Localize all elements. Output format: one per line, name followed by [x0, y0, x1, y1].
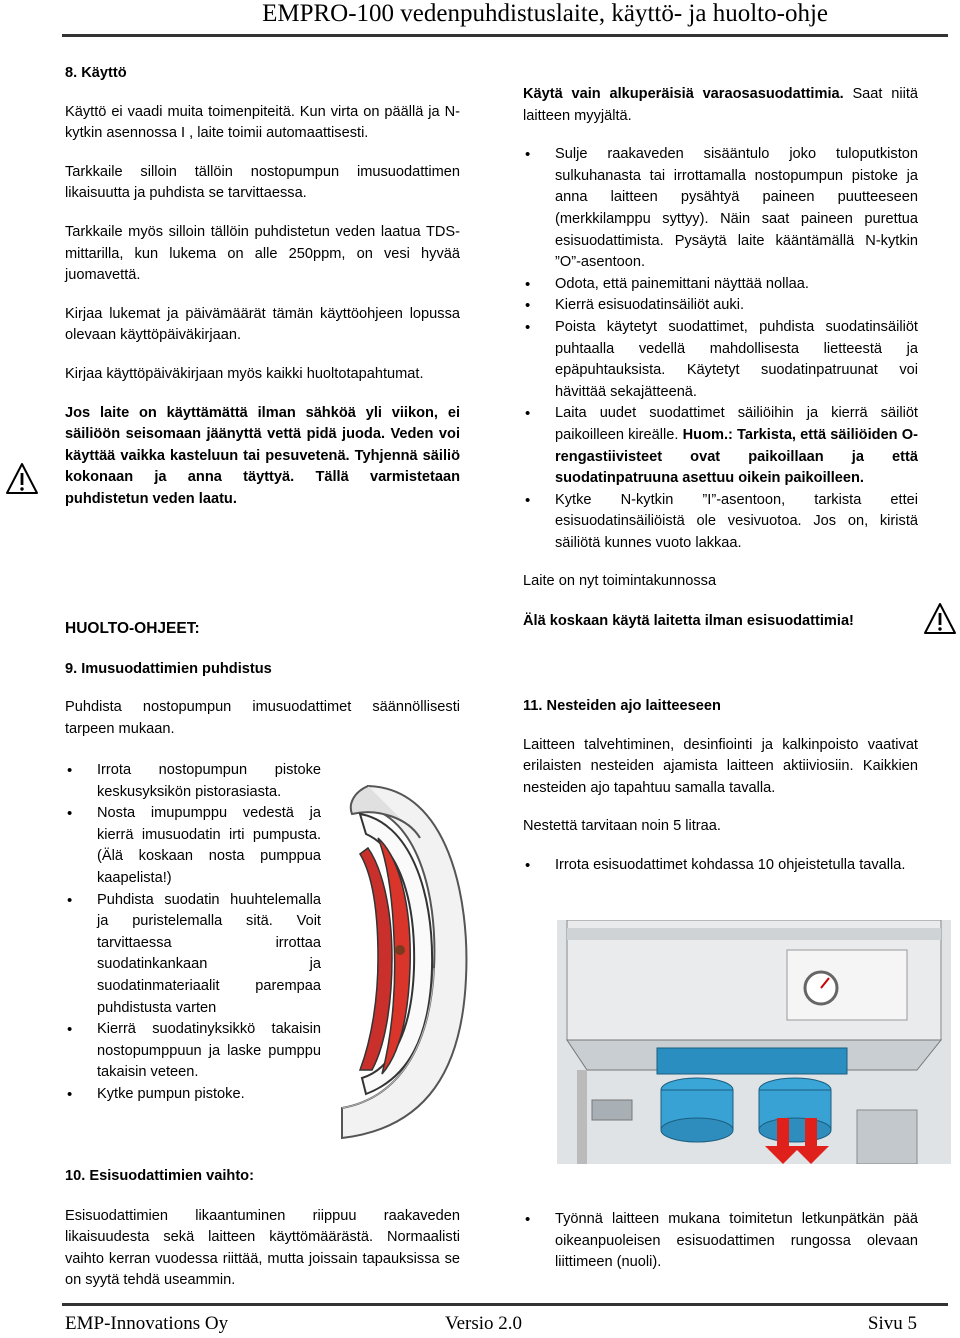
list-item — [523, 403, 918, 489]
paragraph: Puhdista nostopumpun imusuodattimet säännöllisesti tarpeen mukaan. — [65, 699, 460, 737]
warning-paragraph: Älä koskaan käytä laitetta ilman esisuodattimia! — [523, 613, 854, 630]
section-8-title: 8. Käyttö — [65, 65, 127, 81]
list-item: • Irrota esisuodattimet kohdassa 10 ohjeistetulla tavalla. — [523, 855, 918, 877]
list-item: • Poista käytetyt suodattimet, puhdista suodatinsäiliöt puhtaalla vedellä mahdollisesta lietteestä ja epäpuhtauksista. Käytetyt suodatinpatruunat voi hävittää sekajätteenä. — [523, 317, 918, 403]
footer-page-number: Sivu 5 — [867, 1313, 917, 1334]
section-11 — [523, 696, 918, 877]
section-10-title: 10. Esisuodattimien vaihto: — [65, 1168, 254, 1184]
footer-company: EMP-Innovations Oy — [65, 1313, 229, 1334]
section-11-bullets — [523, 1209, 918, 1274]
paragraph: Tarkkaile myös silloin tällöin puhdistetun veden laatua TDS-mittarilla, kun lukema on alle 250ppm, on vesi hyvää juomavettä. — [65, 223, 460, 284]
list-item-text: Laita uudet suodattimet säiliöihin ja kierrä säiliöt paikoilleen kireälle. — [555, 405, 918, 443]
right-column — [523, 84, 918, 633]
page-header-title: EMPRO-100 vedenpuhdistuslaite, käyttö- ja huolto-ohje — [262, 0, 828, 27]
warning-paragraph: Jos laite on käyttämättä ilman sähköä yli viikon, ei säiliöön seisomaan jäänyttä vettä pidä juoda. Veden voi käyttää vaikka kasteluun tai pesuvetenä. Tyhjennä säiliö kokonaan ja anna täyttyä. Tällä varmistetaan puhdistetun veden laatu. — [65, 404, 460, 507]
paragraph: Käyttö ei vaadi muita toimenpiteitä. Kun virta on päällä ja N-kytkin asennossa I , laite toimii automaattisesti. — [65, 103, 460, 142]
list-item: • Irrota nostopumpun pistoke keskusyksikön pistorasiasta. — [65, 760, 321, 803]
paragraph — [523, 84, 918, 127]
list-item: • Kierrä esisuodatinsäiliöt auki. — [523, 295, 918, 317]
paragraph: Esisuodattimien likaantuminen riippuu raakaveden likaisuudesta sekä laitteen käyttömäärästä. Normaalisti vaihto kerran vuodessa riittää, mutta joissain tapauksissa se on syytä tehdä useammin. — [65, 1207, 460, 1289]
footer-version: Versio 2.0 — [445, 1313, 523, 1334]
prefilter-machine-illustration — [557, 920, 951, 1164]
suction-filter-illustration — [338, 778, 472, 1146]
section-9-title: 9. Imusuodattimien puhdistus — [65, 660, 272, 677]
list-item: • Nosta imupumppu vedestä ja kierrä imusuodatin irti pumpusta. (Älä koskaan nosta pumppua kaapelista!) — [65, 803, 321, 889]
original-parts-note: Käytä vain alkuperäisiä varaosasuodattimia. — [523, 86, 844, 102]
paragraph: Laitteen talvehtiminen, desinfiointi ja kalkinpoisto vaativat erilaisten nesteiden ajamista laitteen aktiiviosiin. Kaikkien nesteiden ajo tapahtuu samalla tavalla. — [523, 736, 918, 796]
list-item-note: Huom.: Tarkista, että säiliöiden O-rengastiivisteet ovat paikoillaan ja että suodatinpatruuna asettuu oikein paikoilleen. — [555, 426, 918, 487]
paragraph: Laite on nyt toimintakunnossa — [523, 573, 717, 590]
paragraph: Nestettä tarvitaan noin 5 litraa. — [523, 818, 721, 835]
list-item: • Sulje raakaveden sisääntulo joko tuloputkiston sulkuhanasta tai irrottamalla nostopumpun pistoke ja anna laitteen pysähtyä paineen puutteeseen (merkkilamppu syttyy). Näin saat paineen purettua esisuodattimista. Pysäytä laite kääntämällä N-kytkin ”O”-asentoon. — [523, 144, 918, 274]
section-10 — [65, 1166, 460, 1292]
list-item: • Puhdista suodatin huuhtelemalla ja puristelemalla sitä. Voit tarvittaessa irrottaa suodatinkankaan ja suodatinmateriaalit parempaa puhdistusta varten — [65, 890, 321, 1020]
list-item: • Kytke pumpun pistoke. — [65, 1084, 321, 1106]
paragraph: Tarkkaile silloin tällöin nostopumpun imusuodattimen likaisuutta ja puhdista se tarvittaessa. — [65, 163, 460, 202]
paragraph: Kirjaa lukemat ja päivämäärät tämän käyttöohjeen lopussa olevaan käyttöpäiväkirjaan. — [65, 305, 460, 344]
section-11-title: 11. Nesteiden ajo laitteeseen — [523, 698, 721, 714]
list-item: • Kierrä suodatinyksikkö takaisin nostopumppuun ja laske pumppu takaisin veteen. — [65, 1019, 321, 1084]
paragraph: Kirjaa käyttöpäiväkirjaan myös kaikki huoltotapahtumat. — [65, 365, 424, 382]
maintenance-title: HUOLTO-OHJEET: — [65, 620, 200, 637]
list-item: • Odota, että painemittani näyttää nollaa. — [523, 274, 918, 296]
header-rule — [62, 34, 948, 37]
footer-rule — [62, 1303, 948, 1306]
left-column — [65, 63, 460, 511]
warning-icon — [5, 462, 39, 496]
list-item: • Kytke N-kytkin ”I”-asentoon, tarkista ettei esisuodatinsäiliöistä ole vesivuotoa. Jos on, kiristä säiliötä kunnes vuoto lakkaa. — [523, 490, 918, 555]
list-item: • Työnnä laitteen mukana toimitetun letkunpätkän pää oikeanpuoleisen esisuodattimen rungossa olevaan liittimeen (nuoli). — [523, 1209, 918, 1274]
warning-icon — [923, 602, 957, 636]
section-9-bullets — [65, 760, 321, 1106]
paragraph-text: Saat niitä laitteen myyjältä. — [523, 86, 918, 124]
maintenance-section — [65, 618, 460, 757]
